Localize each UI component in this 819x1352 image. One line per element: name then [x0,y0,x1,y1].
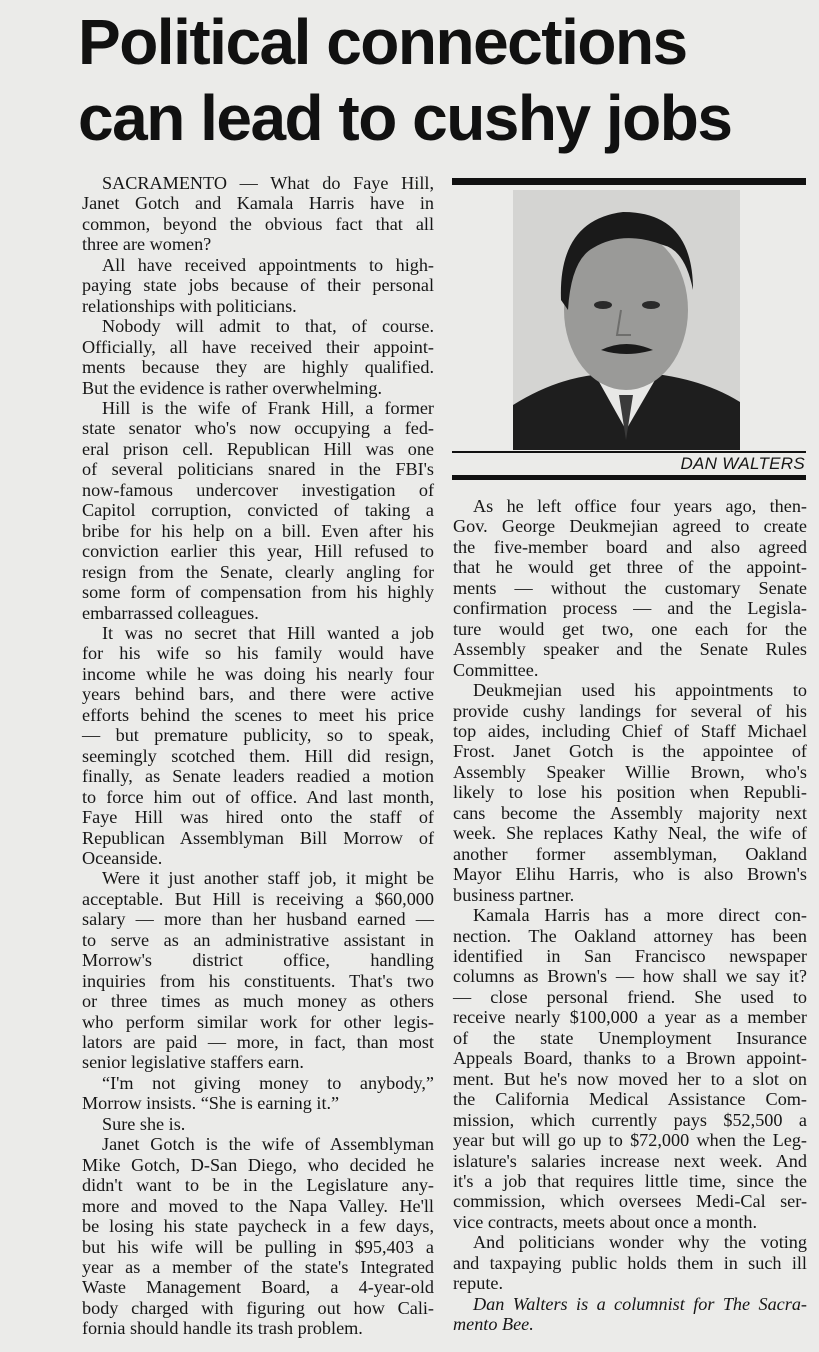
text-line: paying state jobs because of their personal [82,275,434,296]
text-line: — close personal friend. She used to [453,986,807,1007]
paragraph [82,1134,434,1339]
text-line: to serve as an administrative assistant in [82,929,434,950]
text-line: and taxpaying public holds them in such ill [453,1252,807,1273]
text-line: vice contracts, meets about once a month. [453,1211,758,1232]
text-line: top aides, including Chief of Staff Michael [453,720,807,741]
text-line: of several politicians snared in the FBI's [82,459,434,480]
text-line: Nobody will admit to that, of course. [102,316,434,337]
text-line: Kamala Harris has a more direct con- [473,905,807,926]
text-line: resign from the Senate, clearly angling for [82,561,434,582]
text-line: Were it just another staff job, it might be [102,868,434,889]
text-line: another former assemblyman, Oakland [453,843,807,864]
paragraph [453,496,807,680]
text-line: mission, which currently pays $52,500 a [453,1109,807,1130]
text-line: didn't want to be in the Legislature any- [82,1175,434,1196]
text-line: fornia should handle its trash problem. [82,1318,363,1339]
text-line: islature's salaries increase next week. And [453,1150,807,1171]
text-line: Sure she is. [102,1113,186,1134]
text-line: Mike Gotch, D-San Diego, who decided he [82,1154,434,1175]
text-line: commission, which oversees Medi-Cal ser- [453,1191,807,1212]
text-line: Morrow's district office, handling [82,950,434,971]
text-line: that he would get three of the appoint- [453,557,807,578]
text-line: Morrow insists. “She is earning it.” [82,1093,340,1114]
text-line: ments because they are highly qualified. [82,357,434,378]
text-line: seemingly scotched them. Hill did resign, [82,745,434,766]
text-line: identified in San Francisco newspaper [453,945,807,966]
text-line: “I'm not giving money to anybody,” [102,1072,434,1093]
byline: DAN WALTERS [680,454,805,473]
paragraph [82,1073,434,1114]
text-line: business partner. [453,884,575,905]
text-line: lators are paid — more, in fact, than most [82,1032,434,1053]
text-line: or three times as much money as others [82,991,434,1012]
text-line: Oceanside. [82,847,163,868]
text-line: be losing his state paycheck in a few days, [82,1216,434,1237]
paragraph [453,680,807,905]
text-line: to force him out of office. And last month, [82,786,434,807]
text-line: Hill is the wife of Frank Hill, a former [102,397,434,418]
text-line: ments — without the customary Senate [453,577,807,598]
text-line: Assembly speaker and the Senate Rules [453,639,807,660]
text-line: provide cushy landings for several of his [453,700,807,721]
text-line: body charged with figuring out how Cali- [82,1297,434,1318]
text-line: Waste Management Board, a 4-year-old [82,1277,434,1298]
text-line: — but premature publicity, so to speak, [82,725,434,746]
text-line: Assembly Speaker Willie Brown, who's [453,761,807,782]
text-line: Frost. Janet Gotch is the appointee of [453,741,807,762]
caption-bottom-rule [452,475,806,480]
text-line: three are women? [82,234,212,255]
text-line: acceptable. But Hill is receiving a $60,000 [82,888,434,909]
text-line: conviction earlier this year, Hill refused to [82,541,434,562]
text-line: As he left office four years ago, then- [473,496,807,516]
text-line: Janet Gotch and Kamala Harris have in [82,193,434,214]
text-line: it's a job that requires little time, since the [453,1170,807,1191]
text-line: nection. The Oakland attorney has been [453,925,807,946]
paragraph [82,623,434,868]
text-line: ture would get two, one each for the [453,618,807,639]
text-line: Committee. [453,659,539,680]
text-line: embarrassed colleagues. [82,602,259,623]
text-line: inquiries from his constituents. That's two [82,970,434,991]
headline-line-2: can lead to cushy jobs [78,82,732,154]
paragraph [82,255,434,316]
text-line: week. She replaces Kathy Neal, the wife of [453,823,807,844]
paragraph [453,905,807,1232]
photo-top-rule [452,178,806,185]
headline-line-1: Political connections [78,6,687,78]
text-line: Officially, all have received their appoint- [82,336,434,357]
portrait-image [513,190,740,450]
text-line: the five-member board and also agreed [453,536,807,557]
paragraph [82,1114,434,1134]
text-line: income while he was doing his nearly four [82,663,434,684]
text-line: bribe for his help on a bill. Even after his [82,520,434,541]
text-line: All have received appointments to high- [102,254,434,275]
text-line: It was no secret that Hill wanted a job [102,622,434,643]
text-line: relationships with politicians. [82,295,297,316]
text-line: who perform similar work for other legis- [82,1011,434,1032]
article-column-right [453,496,807,1335]
text-line: Gov. George Deukmejian agreed to create [453,516,807,537]
text-line: but his wife will be pulling in $95,403 a [82,1236,434,1257]
text-line: years behind bars, and there were active [82,684,434,705]
text-line: SACRAMENTO — What do Faye Hill, [102,173,434,193]
text-line: now-famous undercover investigation of [82,479,434,500]
author-tagline [453,1294,807,1335]
text-line: salary — more than her husband earned — [82,909,434,930]
text-line: And politicians wonder why the voting [473,1232,807,1253]
text-line: Deukmejian used his appointments to [473,680,807,701]
text-line: for his wife so his family would have [82,643,434,664]
author-photo [513,190,740,450]
text-line: year as a member of the state's Integrated [82,1257,434,1278]
paragraph [82,868,434,1073]
text-line: repute. [453,1273,503,1294]
text-line: year but will go up to $72,000 when the Leg- [453,1130,807,1151]
text-line: Republican Assemblyman Bill Morrow of [82,827,434,848]
text-line: of the state Unemployment Insurance [453,1027,807,1048]
headline [78,4,808,156]
text-line: common, beyond the obvious fact that all [82,213,434,234]
text-line: cans become the Assembly majority next [453,802,807,823]
text-line: Appeals Board, thanks to a Brown appoint- [453,1048,807,1069]
text-line: the California Medical Assistance Com- [453,1089,807,1110]
text-line: columns as Brown's — how shall we say it? [453,966,807,987]
text-line: finally, as Senate leaders readied a motion [82,766,434,787]
paragraph [82,398,434,623]
text-line: likely to lose his position when Republi- [453,782,807,803]
article-column-left [82,173,434,1339]
text-line: mento Bee. [453,1314,534,1335]
text-line: Faye Hill was hired onto the staff of [82,807,434,828]
text-line: state senator who's now occupying a fed- [82,418,434,439]
text-line: Janet Gotch is the wife of Assemblyman [102,1134,434,1155]
paragraph [82,316,434,398]
paragraph [453,1232,807,1293]
text-line: some form of compensation from his highly [82,582,434,603]
text-line: more and moved to the Napa Valley. He'll [82,1195,434,1216]
text-line: Dan Walters is a columnist for The Sacra- [473,1293,807,1314]
text-line: But the evidence is rather overwhelming. [82,377,382,398]
text-line: eral prison cell. Republican Hill was one [82,438,434,459]
text-line: Capitol corruption, convicted of taking a [82,500,434,521]
text-line: senior legislative staffers earn. [82,1052,304,1073]
caption-top-rule [452,451,806,453]
text-line: confirmation process — and the Legisla- [453,598,807,619]
text-line: ment. But he's now moved her to a slot on [453,1068,807,1089]
text-line: efforts behind the scenes to meet his price [82,704,434,725]
paragraph [82,173,434,255]
text-line: receive nearly $100,000 a year as a member [453,1007,807,1028]
text-line: Mayor Elihu Harris, who is also Brown's [453,864,807,885]
